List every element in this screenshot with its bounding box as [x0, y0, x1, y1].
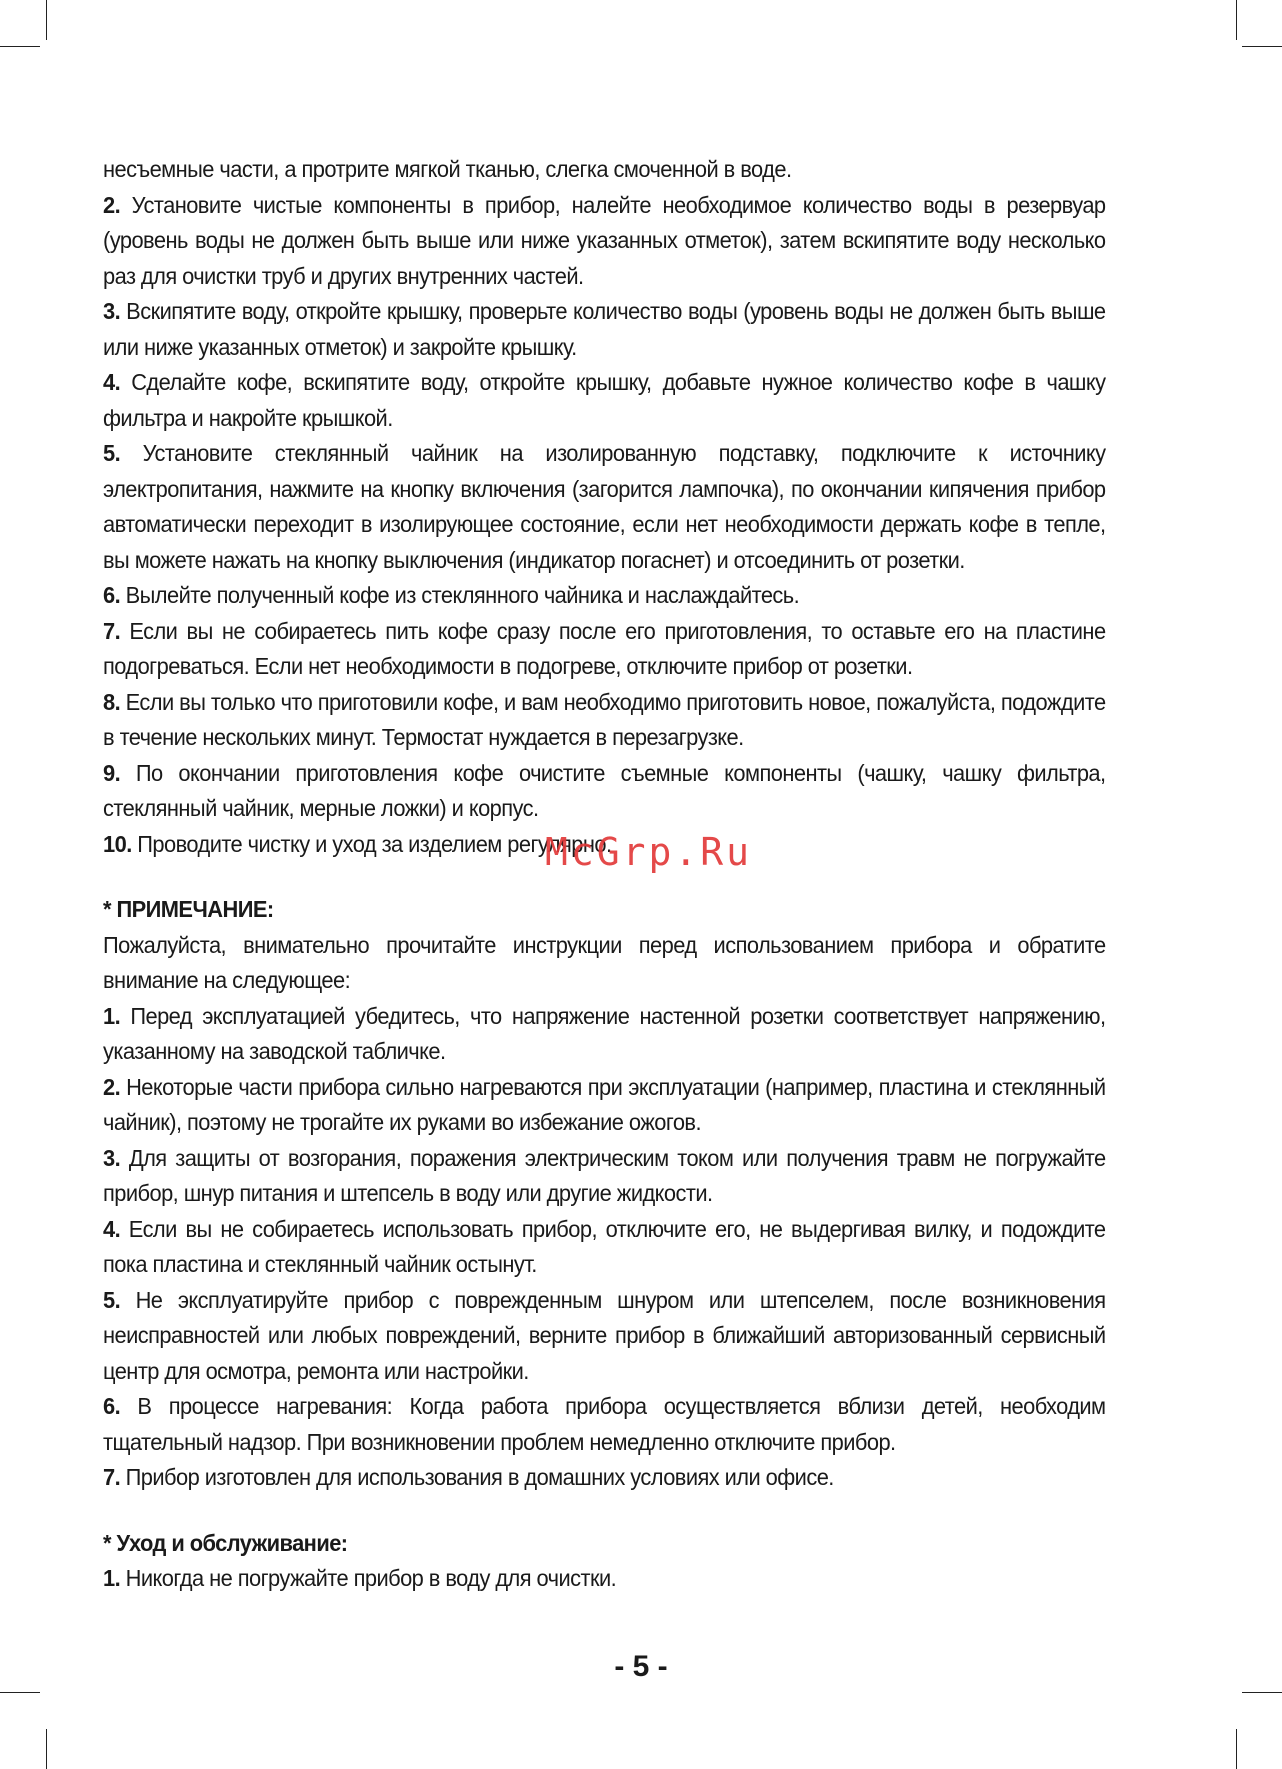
item-number: 9.	[103, 759, 121, 786]
item-number: 3.	[103, 298, 121, 324]
item-text: Никогда не погружайте прибор в воду для очистки.	[125, 1565, 617, 1591]
list-item	[103, 188, 1106, 295]
item-text: несъемные части, а протрите мягкой тканью, слегка смоченной в воде.	[103, 156, 792, 182]
item-text: Для защиты от возгорания, поражения электрическим током или получения травм не погружайте прибор, шнур питания и штепсель в воду или другие жидкости.	[103, 1144, 1106, 1206]
item-text: В процессе нагревания: Когда работа прибора осуществляется вблизи детей, необходим тщательный надзор. При возникновении проблем немедленно отключите прибор.	[103, 1393, 1106, 1455]
item-text: Установите чистые компоненты в прибор, налейте необходимое количество воды в резервуар (уровень воды не должен быть выше или ниже указанных отметок), затем вскипятите воду несколько раз для очистки труб и других внутренних частей.	[103, 191, 1106, 289]
list-item	[103, 1070, 1106, 1141]
list-item	[103, 1141, 1106, 1212]
item-text: По окончании приготовления кофе очистите съемные компоненты (чашку, чашку фильтра, стеклянный чайник, мерные ложки) и корпус.	[103, 759, 1106, 821]
list-item	[103, 436, 1106, 578]
item-number: 3.	[103, 1144, 121, 1171]
crop-mark	[0, 1692, 40, 1693]
note-list	[103, 999, 1106, 1496]
item-number: 2.	[103, 1073, 121, 1100]
item-text: Если вы не собираетесь пить кофе сразу после его приготовления, то оставьте его на пластине подогреваться. Если нет необходимости в подогреве, отключите прибор от розетки.	[103, 617, 1106, 679]
crop-mark	[46, 1729, 47, 1769]
care-list	[103, 1561, 1106, 1597]
item-text: Вскипятите воду, откройте крышку, проверьте количество воды (уровень воды не должен быть выше или ниже указанных отметок) и закройте крышку.	[103, 298, 1106, 360]
crop-mark	[1236, 1729, 1237, 1769]
list-item	[103, 999, 1106, 1070]
item-text: Если вы не собираетесь использовать прибор, отключите его, не выдергивая вилку, и подождите пока пластина и стеклянный чайник остынут.	[103, 1215, 1106, 1277]
crop-mark	[0, 46, 40, 47]
item-text: Не эксплуатируйте прибор с поврежденным шнуром или штепселем, после возникновения неисправностей или любых повреждений, верните прибор в ближайший авторизованный сервисный центр для осмотра, ремонта или настройки.	[103, 1286, 1106, 1384]
list-item	[103, 365, 1106, 436]
list-item	[103, 578, 1106, 614]
item-number: 8.	[103, 688, 121, 715]
note-intro: Пожалуйста, внимательно прочитайте инструкции перед использованием прибора и обратите внимание на следующее:	[103, 931, 1106, 993]
item-number: 2.	[103, 191, 121, 218]
item-text: Если вы только что приготовили кофе, и вам необходимо приготовить новое, пожалуйста, подождите в течение нескольких минут. Термостат нуждается в перезагрузке.	[103, 688, 1106, 750]
crop-mark	[1242, 1692, 1282, 1693]
item-number: 4.	[103, 1215, 121, 1242]
item-number: 10.	[103, 830, 132, 857]
item-number: 1.	[103, 1002, 121, 1029]
item-text: Установите стеклянный чайник на изолированную подставку, подключите к источнику электропитания, нажмите на кнопку включения (загорится лампочка), по окончании кипячения прибор автоматически переходит в изолирующее состояние, если нет необходимости держать кофе в тепле, вы можете нажать на кнопку выключения (индикатор погаснет) и отсоединить от розетки.	[103, 440, 1106, 573]
item-number: 6.	[103, 1393, 121, 1419]
item-text: Вылейте полученный кофе из стеклянного чайника и наслаждайтесь.	[125, 582, 800, 608]
item-number: 7.	[103, 1464, 121, 1490]
list-item	[103, 294, 1106, 365]
crop-mark	[1236, 0, 1237, 40]
item-number: 7.	[103, 617, 121, 644]
care-heading: * Уход и обслуживание:	[103, 1529, 348, 1556]
list-item	[103, 1460, 1106, 1496]
list-item	[103, 1283, 1106, 1390]
item-text: Перед эксплуатацией убедитесь, что напряжение настенной розетки соответствует напряжению, указанному на заводской табличке.	[103, 1002, 1106, 1064]
list-item	[103, 1561, 1106, 1597]
watermark-logo: McGrp.Ru	[545, 830, 753, 874]
item-number: 4.	[103, 369, 121, 395]
crop-mark	[1242, 46, 1282, 47]
steps-list	[103, 152, 1106, 862]
list-item	[103, 614, 1106, 685]
list-item	[103, 1389, 1106, 1460]
list-item	[103, 756, 1106, 827]
list-item	[103, 152, 1106, 188]
page-number: - 5 -	[614, 1650, 668, 1683]
item-number: 5.	[103, 440, 121, 466]
item-number: 1.	[103, 1565, 121, 1591]
item-text: Прибор изготовлен для использования в домашних условиях или офисе.	[125, 1464, 834, 1490]
item-number: 5.	[103, 1286, 121, 1313]
item-text: Проводите чистку и уход за изделием регулярно.	[137, 830, 612, 857]
document-body	[103, 152, 1106, 1597]
item-number: 6.	[103, 582, 121, 608]
crop-mark	[46, 0, 47, 40]
item-text: Некоторые части прибора сильно нагреваются при эксплуатации (например, пластина и стеклянный чайник), поэтому не трогайте их руками во избежание ожогов.	[103, 1073, 1106, 1135]
note-heading: * ПРИМЕЧАНИЕ:	[103, 896, 274, 922]
list-item	[103, 685, 1106, 756]
item-text: Сделайте кофе, вскипятите воду, откройте крышку, добавьте нужное количество кофе в чашку фильтра и накройте крышкой.	[103, 369, 1106, 431]
list-item	[103, 1212, 1106, 1283]
